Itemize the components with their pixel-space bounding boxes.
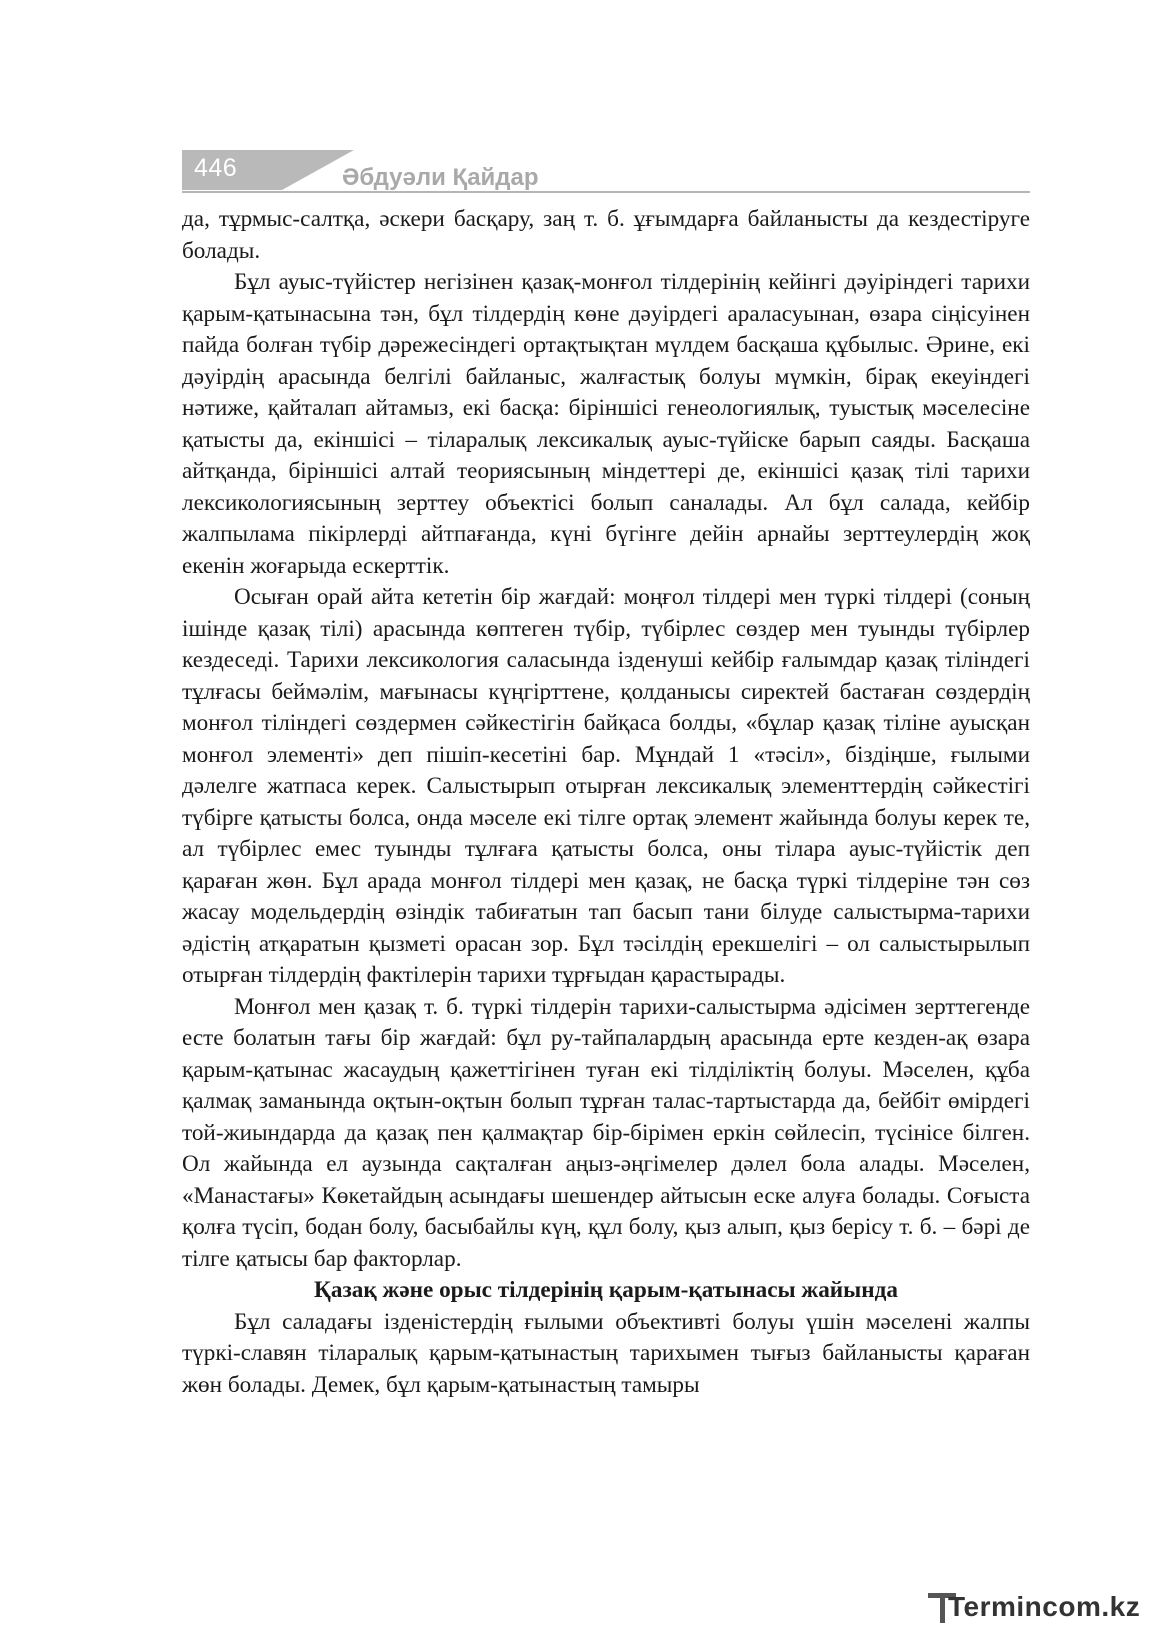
section-heading: Қазақ және орыс тілдерінің қарым-қатынасы жайында	[314, 1277, 898, 1303]
paragraph: Монғол мен қазақ т. б. түркі тілдерін тарихи-салыстырма әдісімен зерттегенде есте болатын тағы бір жағдай: бұл ру-тайпалардың арасында ерте кезден-ақ өзара қарым-қатынас жасаудың қажеттігінен туған екі тілділіктің болуы. Мәселен, құба қалмақ заманында оқтын-оқтын болып тұрған талас-тартыстарда да, бейбіт өмірдегі той-жиындарда да қазақ пен қалмақтар бір-бірімен еркін сөйлесіп, түсінісе білген. Ол жайында ел аузында сақталған аңыз-әңгімелер дәлел бола алады. Мәселен, «Манастағы» Көкетайдың асындағы шешендер айтысын еске алуға болады. Соғыста қолға түсіп, бодан болу, басыбайлы күң, құл болу, қыз алып, қыз берісу т. б. – бәрі де тілге қатысы бар факторлар.	[182, 993, 1030, 1272]
watermark-t-stem	[940, 1593, 945, 1623]
paragraph: Осыған орай айта кететін бір жағдай: моңғол тілдері мен түркі тілдері (соның ішінде қазақ тілі) арасында көптеген түбір, түбірлес сөздер мен туынды түбірлер кездеседі. Тарихи лексикология саласында ізденуші кейбір ғалымдар қазақ тіліндегі тұлғасы беймәлім, мағынасы күңгірттене, қолданысы сиректей бастаған сөздердің монғол тіліндегі сөздермен сәйкестігін байқаса болды, «бұлар қазақ тіліне ауысқан монғол элементі» деп пішіп-кесетіні бар. Мұндай 1 «тәсіл», біздіңше, ғылыми дәлелге жатпаса керек. Салыстырып отырған лексикалық элементтердің сәйкестігі түбірге қатысты болса, онда мәселе екі тілге ортақ элемент жайында болуы керек те, ал түбірлес емес туынды тұлғаға қатысты болса, оны тілара ауыс-түйістік деп қараған жөн. Бұл арада монғол тілдері мен қазақ, не басқа түркі тілдеріне тән сөз жасау модельдердің өзіндік табиғатын тап басып тани білуде салыстырма-тарихи әдістің атқаратын қызметі орасан зор. Бұл тәсілдің ерекшелігі – ол салыстырылып отырған тілдердің фактілерін тарихи тұрғыдан қарастырады.	[182, 584, 1030, 988]
body-text	[182, 204, 1030, 1401]
page-header	[182, 150, 1030, 196]
watermark-text: Termincom.kz	[948, 1591, 1141, 1622]
paragraph: Бұл ауыс-түйістер негізінен қазақ-монғол тілдерінің кейінгі дәуіріндегі тарихи қарым-қатынасына тән, бұл тілдердің көне дәуірдегі араласуынан, өзара сіңісуінен пайда болған түбір дәрежесіндегі ортақтықтан мүлдем басқаша құбылыс. Әрине, екі дәуірдің арасында белгілі байланыс, жалғастық болуы мүмкін, бірақ екеуіндегі нәтиже, қайталап айтамыз, екі басқа: біріншісі генеологиялық, туыстық мәселесіне қатысты да, екіншісі – тіларалық лексикалық ауыс-түйіске барып саяды. Басқаша айтқанда, біріншісі алтай теориясының міндеттері де, екіншісі қазақ тілі тарихи лексикологиясының зерттеу объектісі болып саналады. Ал бұл салада, кейбір жалпылама пікірлерді айтпағанда, күні бүгінге дейін арнайы зерттеулердің жоқ екенін жоғарыда ескерттік.	[182, 269, 1030, 579]
paragraph-continued: да, тұрмыс-салтқа, әскери басқару, заң т. б. ұғымдарға байланысты да кездестіруге болады.	[182, 206, 1030, 264]
watermark-logo	[928, 1591, 1148, 1629]
running-title: Әбдуәли Қайдар	[342, 164, 539, 191]
page-number: 446	[194, 154, 238, 182]
section-paragraph: Бұл саладағы ізденістердің ғылыми объективті болуы үшін мәселені жалпы түркі-славян тіларалық қарым-қатынастың тарихымен тығыз байланысты қараған жөн болады. Демек, бұл қарым-қатынастың тамыры	[182, 1308, 1030, 1398]
header-rule	[182, 191, 1030, 193]
